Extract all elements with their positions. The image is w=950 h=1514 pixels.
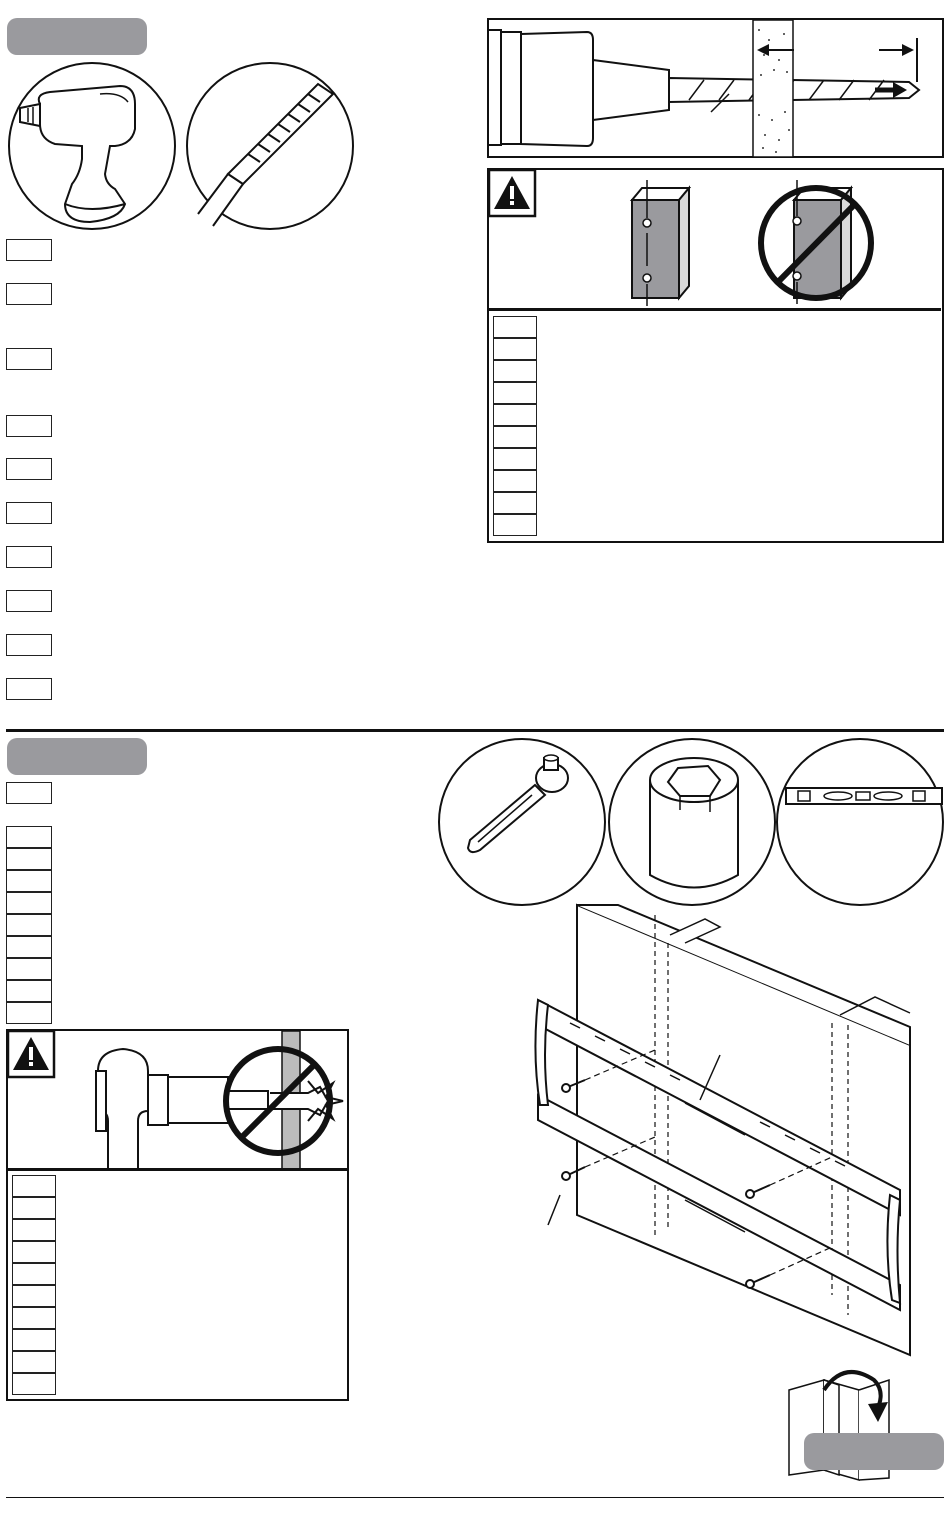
section-divider xyxy=(6,729,944,732)
lang-box xyxy=(6,914,52,936)
step-a-label xyxy=(7,18,147,55)
lang-box xyxy=(12,1241,56,1263)
overtighten-illustration xyxy=(8,1031,348,1171)
socket-icon xyxy=(610,740,778,908)
ratchet-icon xyxy=(440,740,608,908)
stud-incorrect-icon xyxy=(751,176,881,306)
drill-icon xyxy=(10,64,178,232)
lang-box xyxy=(6,1002,52,1024)
lang-box xyxy=(6,980,52,1002)
lang-box xyxy=(12,1197,56,1219)
drill-bit-circle xyxy=(186,62,354,230)
lang-box xyxy=(12,1175,56,1197)
lang-box xyxy=(493,316,537,338)
lang-box xyxy=(12,1219,56,1241)
lang-box xyxy=(493,404,537,426)
lang-box xyxy=(493,492,537,514)
divider xyxy=(8,1168,347,1171)
lang-box xyxy=(493,338,537,360)
lang-box xyxy=(12,1351,56,1373)
socket-tool-circle xyxy=(608,738,776,906)
lang-box xyxy=(6,458,52,480)
lang-box xyxy=(6,678,52,700)
lang-box xyxy=(6,415,52,437)
lang-box xyxy=(493,470,537,492)
lang-box xyxy=(6,348,52,370)
wall-plate-installation-illustration xyxy=(520,905,940,1375)
drill-depth-illustration xyxy=(487,18,944,158)
drill-bit-icon xyxy=(188,64,356,232)
warning-icon xyxy=(489,170,537,218)
step-b-label xyxy=(7,738,147,775)
lang-box xyxy=(6,826,52,848)
stud-correct-icon xyxy=(624,178,714,308)
lang-box xyxy=(493,426,537,448)
next-page-label xyxy=(804,1433,944,1470)
lang-box xyxy=(12,1263,56,1285)
divider xyxy=(489,308,941,311)
lang-box xyxy=(12,1329,56,1351)
warning-overtighten-panel xyxy=(6,1029,349,1401)
lang-box xyxy=(6,958,52,980)
lang-box xyxy=(6,546,52,568)
level-tool-circle xyxy=(776,738,944,906)
lang-box xyxy=(12,1373,56,1395)
lang-box xyxy=(6,892,52,914)
lang-box xyxy=(6,848,52,870)
footer-rule xyxy=(6,1497,944,1498)
lang-box xyxy=(12,1285,56,1307)
drill-tool-circle xyxy=(8,62,176,230)
warning-stud-panel xyxy=(487,168,944,543)
lang-box xyxy=(493,448,537,470)
lang-box xyxy=(493,360,537,382)
lang-box xyxy=(6,590,52,612)
lang-box xyxy=(12,1307,56,1329)
lang-box xyxy=(6,870,52,892)
lang-box xyxy=(6,283,52,305)
lang-box xyxy=(493,514,537,536)
lang-box xyxy=(6,936,52,958)
level-icon xyxy=(778,740,946,908)
lang-box xyxy=(493,382,537,404)
lang-box xyxy=(6,239,52,261)
lang-box xyxy=(6,634,52,656)
lang-box xyxy=(6,502,52,524)
ratchet-tool-circle xyxy=(438,738,606,906)
lang-box xyxy=(6,782,52,804)
